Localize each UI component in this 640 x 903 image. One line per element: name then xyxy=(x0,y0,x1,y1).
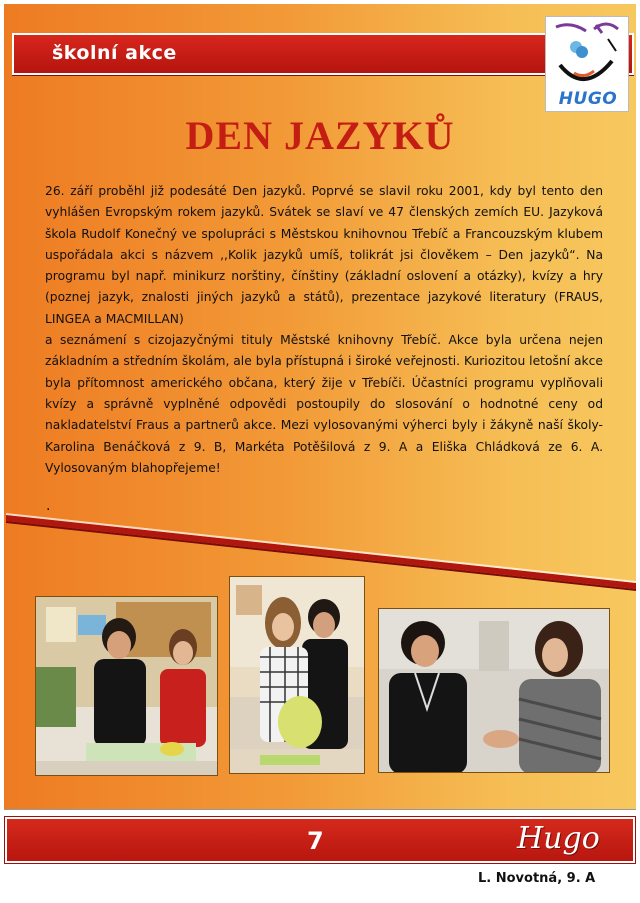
footer-bar xyxy=(5,817,635,863)
event-photo-1 xyxy=(35,596,218,776)
article-paragraph-2: a seznámení s cizojazyčnými tituly Městské knihovny Třebíč. Akce byla určena nejen základním a středním školám, ale byla přístupná i široké veřejnosti. Kuriozitou letošní akce byla přítomnost amerického občana, který žije v Třebíči. Účastníci programu vyplňovali kvízy a správně vyplněné odpovědi postoupily do slosování o hodnotné ceny od nakladatelství Fraus a partnerů akce. Mezi vylosovanými výherci byly i žákyně naší školy- Karolina Benáčková z 9. B, Markéta Potěšilová z 9. A a Eliška Chládková ze 6. A. Vylosovaným blahopřejeme! xyxy=(45,333,603,475)
article-title: DEN JAZYKŮ xyxy=(185,113,455,158)
event-photo-2 xyxy=(229,576,365,774)
article-paragraph-1: 26. září proběhl již podesáté Den jazyků. Poprvé se slavil roku 2001, kdy byl tento den vyhlášen Evropským rokem jazyků. Svátek se slaví ve 47 členských zemích EU. Jazyková škola Rudolf Konečný ve spolupráci s Městskou knihovnou Třebíč a Francouzským klubem uspořádala akci s názvem ,,Kolik jazyků umíš, tolikrát jsi člověkem – Den jazyků“. Na programu byl např. minikurz norštiny, čínštiny (základní oslovení a otázky), kvízy a hry (poznej jazyk, znalosti jiných jazyků a států), prezentace jazykové literatury (FRAUS, LINGEA a MACMILLAN) xyxy=(45,184,603,326)
author-credit: L. Novotná, 9. A xyxy=(478,871,596,886)
page-number: 7 xyxy=(307,827,324,855)
footer-brand: Hugo xyxy=(517,821,600,856)
page-frame-line xyxy=(4,809,636,810)
section-header-bar xyxy=(12,33,634,75)
trailing-mark: . xyxy=(46,498,51,514)
section-title: školní akce xyxy=(52,42,177,64)
article-body xyxy=(45,181,603,479)
logo-text: HUGO xyxy=(558,89,618,109)
event-photo-3 xyxy=(378,608,610,773)
hugo-logo xyxy=(545,16,629,112)
